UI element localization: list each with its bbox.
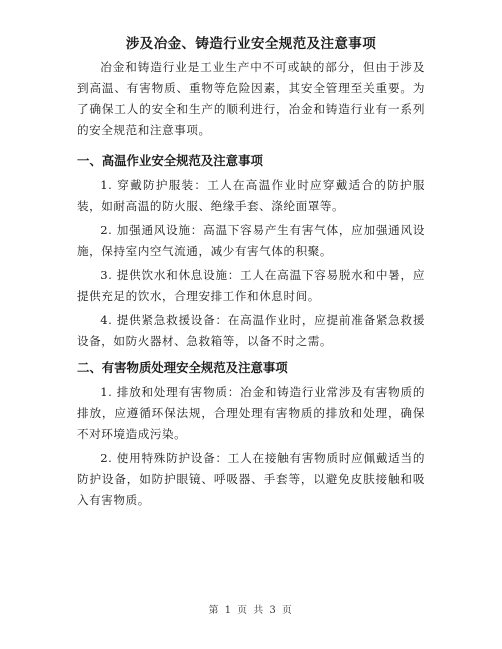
- section-1-item-2: [77, 220, 425, 262]
- section-2-item-1: [77, 382, 425, 445]
- section-2-item-1-text: 1. 排放和处理有害物质：冶金和铸造行业常涉及有害物质的排放，应遵循环保法规，合理处理有害物质的排放和处理，确保不对环境造成污染。: [77, 385, 425, 441]
- document-title: 涉及冶金、铸造行业安全规范及注意事项: [125, 36, 377, 52]
- intro-paragraph: [77, 57, 425, 141]
- section-2-heading: 二、有害物质处理安全规范及注意事项: [77, 360, 288, 375]
- section-2-item-2-text: 2. 使用特殊防护设备：工人在接触有害物质时应佩戴适当的防护设备，如防护眼镜、呼吸器、手套等，以避免皮肤接触和吸入有害物质。: [77, 451, 425, 507]
- section-1-item-1: [77, 175, 425, 217]
- section-1-item-2-text: 2. 加强通风设施：高温下容易产生有害气体，应加强通风设施，保持室内空气流通，减少有害气体的积聚。: [77, 223, 425, 258]
- intro-text: 冶金和铸造行业是工业生产中不可或缺的部分，但由于涉及到高温、有害物质、重物等危险因素，其安全管理至关重要。为了确保工人的安全和生产的顺利进行，冶金和铸造行业有一系列的安全规范和注意事项。: [77, 60, 425, 137]
- section-1-item-4-text: 4. 提供紧急救援设备：在高温作业时，应提前准备紧急救援设备，如防火器材、急救箱等，以备不时之需。: [77, 313, 425, 348]
- section-1-item-3: [77, 265, 425, 307]
- section-2-item-2: [77, 448, 425, 511]
- section-1-heading: 一、高温作业安全规范及注意事项: [77, 153, 263, 168]
- section-1-item-4: [77, 310, 425, 352]
- section-1-item-3-text: 3. 提供饮水和休息设施：工人在高温下容易脱水和中暑，应提供充足的饮水，合理安排工作和休息时间。: [77, 268, 425, 303]
- section-1-item-1-text: 1. 穿戴防护服装：工人在高温作业时应穿戴适合的防护服装，如耐高温的防火服、绝缘手套、涤纶面罩等。: [77, 178, 425, 213]
- page-footer: 第 1 页 共 3 页: [208, 605, 294, 616]
